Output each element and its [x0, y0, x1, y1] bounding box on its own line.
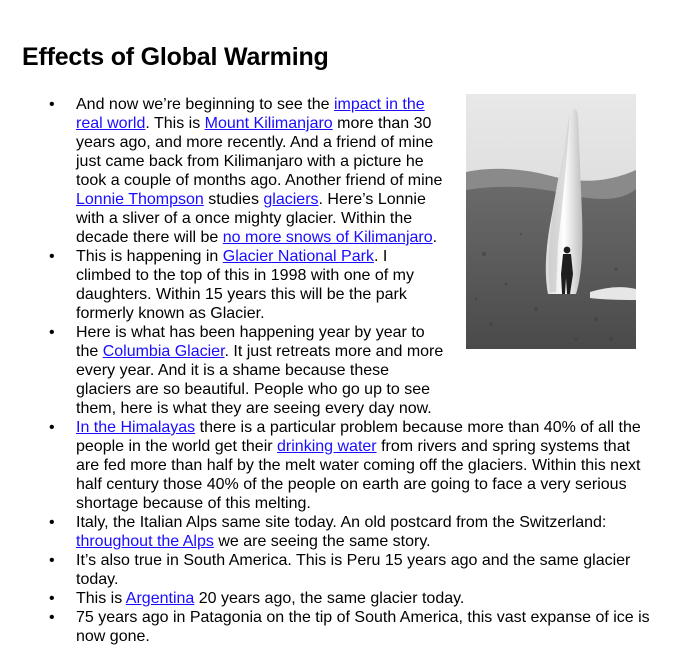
text-run: 75 years ago in Patagonia on the tip of South America, this vast expanse of ice is now gone.: [76, 609, 650, 645]
text-run: more than 30 years ago, and more recently. And a friend of mine just came back from Kilimanjaro with a picture he took a couple of months ago. Another friend of mine: [76, 115, 443, 189]
hyperlink[interactable]: drinking water: [277, 438, 377, 455]
bullet-icon: •: [49, 552, 55, 569]
list-item-text: [76, 323, 444, 418]
list-item: [0, 551, 660, 589]
page-title: Effects of Global Warming: [22, 43, 329, 71]
bullet-icon: •: [49, 248, 55, 265]
hyperlink[interactable]: no more snows of Kilimanjaro: [222, 229, 433, 246]
list-item-text: [76, 418, 650, 513]
list-item: [0, 247, 660, 323]
text-run: . It just retreats more and more every year. And it is a shame because these glaciers are so beautiful. People who go up to see them, here is what they are seeing every day now.: [76, 343, 444, 417]
text-run: And now we’re beginning to see the: [76, 96, 334, 113]
list-item: [0, 95, 660, 247]
bullet-icon: •: [49, 96, 55, 113]
hyperlink[interactable]: Columbia Glacier: [102, 343, 225, 360]
text-run: This is: [76, 590, 126, 607]
hyperlink[interactable]: impact in the real world: [76, 96, 425, 132]
bullet-icon: •: [49, 609, 55, 626]
text-run: . Here’s Lonnie with a sliver of a once mighty glacier. Within the decade there will be: [76, 191, 426, 246]
text-run: . This is: [145, 115, 205, 132]
list-item: [0, 418, 660, 513]
text-run: . I climbed to the top of this in 1998 with one of my daughters. Within 15 years this will be the park formerly known as Glacier.: [76, 248, 414, 322]
text-run: Here is what has been happening year by year to the: [76, 324, 425, 360]
text-run: .: [432, 229, 438, 246]
text-run: from rivers and spring systems that are fed more than half by the melt water coming off the glaciers. Within this next half century those 40% of the people on earth are going to face a very serious shortage because of this melting.: [76, 438, 641, 512]
list-item-text: [76, 608, 650, 646]
text-run: we are seeing the same story.: [213, 533, 431, 550]
text-run: This is happening in: [76, 248, 223, 265]
text-run: studies: [203, 191, 264, 208]
text-run: Italy, the Italian Alps same site today. An old postcard from the Switzerland:: [76, 514, 607, 531]
hyperlink[interactable]: Argentina: [125, 590, 195, 607]
list-item-text: [76, 247, 444, 323]
list-item-text: [76, 589, 650, 608]
bullet-icon: •: [49, 324, 55, 341]
list-item: [0, 589, 660, 608]
text-run: It’s also true in South America. This is Peru 15 years ago and the same glacier today.: [76, 552, 631, 588]
list-item-text: [76, 513, 650, 551]
bullet-icon: •: [49, 419, 55, 436]
list-item-text: [76, 95, 444, 247]
hyperlink[interactable]: Glacier National Park: [222, 248, 374, 265]
bullet-icon: •: [49, 514, 55, 531]
text-run: there is a particular problem because more than 40% of all the people in the world get their: [76, 419, 641, 455]
text-run: 20 years ago, the same glacier today.: [194, 590, 465, 607]
hyperlink[interactable]: throughout the Alps: [76, 533, 214, 550]
hyperlink[interactable]: Mount Kilimanjaro: [204, 115, 333, 132]
hyperlink[interactable]: In the Himalayas: [76, 419, 196, 436]
list-item: [0, 608, 660, 646]
hyperlink[interactable]: glaciers: [263, 191, 319, 208]
list-item: [0, 323, 660, 418]
list-item-text: [76, 551, 650, 589]
bullet-list: [0, 95, 660, 646]
bullet-icon: •: [49, 590, 55, 607]
list-item: [0, 513, 660, 551]
hyperlink[interactable]: Lonnie Thompson: [76, 191, 204, 208]
